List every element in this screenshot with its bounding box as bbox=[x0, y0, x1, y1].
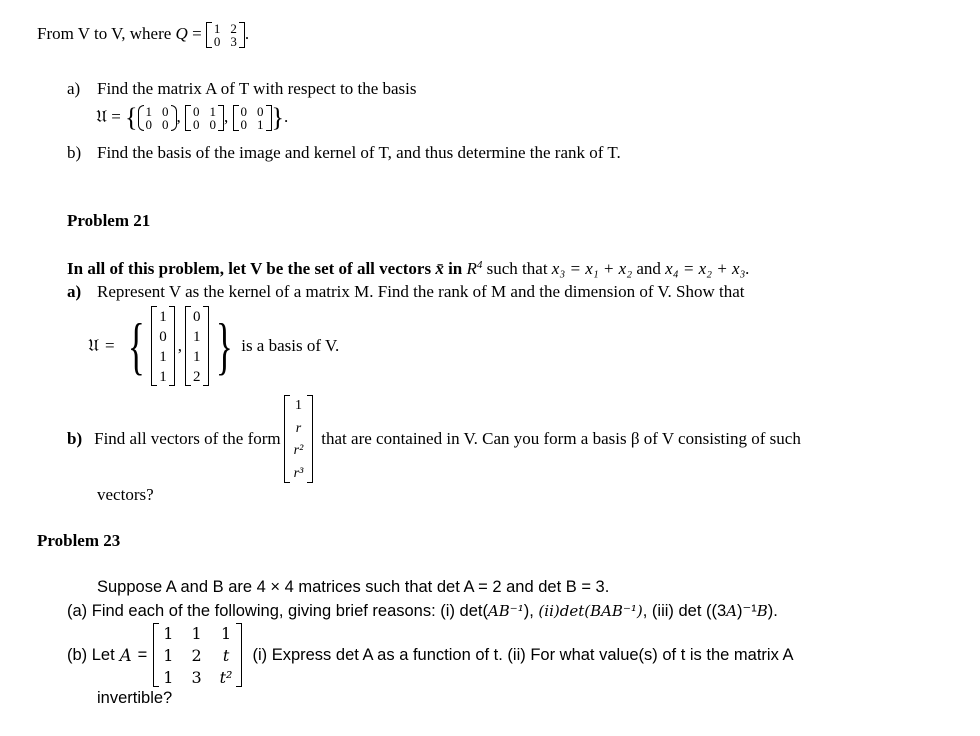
p23-b-line bbox=[67, 622, 794, 688]
vector-entry: 0 bbox=[193, 309, 201, 325]
p23-b-equals: = bbox=[137, 645, 148, 664]
basis-v-symbol: 𝔘 bbox=[88, 336, 99, 356]
basis-matrix-3 bbox=[233, 105, 272, 131]
matrix-cell: 3 bbox=[191, 668, 202, 687]
matrix-cell: 1 bbox=[220, 624, 232, 643]
p21-b-text-3: vectors? bbox=[97, 485, 154, 504]
close-brace: } bbox=[215, 310, 233, 381]
basis-u-line bbox=[96, 103, 288, 133]
close-brace: } bbox=[271, 103, 284, 132]
basis-symbol: 𝔘 bbox=[96, 106, 107, 127]
p21-a-label: a) bbox=[67, 282, 82, 301]
basis-comma: , bbox=[224, 106, 229, 126]
open-brace: { bbox=[127, 310, 145, 381]
matrix-cell: 0 bbox=[145, 117, 153, 132]
p23-line-2-a: (a) Find each of the following, giving brief reasons: (i) det( bbox=[67, 602, 488, 620]
p23-line-2-c: ), bbox=[523, 602, 539, 620]
basis-v-line bbox=[88, 303, 339, 389]
vector-x: x̄ bbox=[435, 259, 444, 278]
basis-vector-2 bbox=[185, 306, 209, 386]
part-a-first-label: a) bbox=[67, 79, 81, 98]
matrix-cell: 0 bbox=[209, 117, 217, 132]
form-vector bbox=[284, 395, 314, 483]
problem-21-title: Problem 21 bbox=[67, 211, 151, 230]
p23-expr-a: A bbox=[726, 602, 738, 620]
matrix-cell: 0 bbox=[257, 104, 264, 119]
matrix-cell: 0 bbox=[162, 104, 169, 119]
intro-line bbox=[37, 22, 249, 48]
p23-expr-bab: (ii)det(BAB⁻¹) bbox=[538, 602, 643, 620]
matrix-cell: 1 bbox=[213, 21, 221, 36]
p23-b-text: (i) Express det A as a function of t. (ii) For what value(s) of t is the matrix A bbox=[252, 645, 794, 664]
matrix-cell: t² bbox=[219, 668, 233, 687]
open-brace: { bbox=[125, 103, 138, 132]
basis-matrix-1 bbox=[138, 105, 177, 131]
vector-entry: r³ bbox=[293, 465, 304, 481]
p23-expr-ab: AB⁻¹ bbox=[487, 602, 524, 620]
equation-2: x₄ = x₂ + x₃. bbox=[665, 259, 750, 278]
matrix-cell: 0 bbox=[240, 117, 248, 132]
matrix-cell: 0 bbox=[240, 104, 248, 119]
intro-prefix: From V to V, where bbox=[37, 23, 172, 43]
matrix-cell: 1 bbox=[209, 104, 217, 119]
matrix-cell: 1 bbox=[163, 668, 174, 687]
vector-entry: 1 bbox=[294, 398, 302, 413]
vector-entry: 2 bbox=[193, 369, 201, 385]
p21-b-text-1: Find all vectors of the form bbox=[94, 429, 281, 448]
q-symbol: Q bbox=[175, 23, 188, 43]
p23-b-text-2: invertible? bbox=[97, 689, 173, 707]
matrix-cell: 0 bbox=[162, 117, 169, 132]
p23-line-2-e: , (iii) det ((3 bbox=[642, 602, 727, 620]
p23-b-a: A bbox=[119, 645, 132, 665]
matrix-cell: 1 bbox=[145, 104, 153, 119]
matrix-cell: 1 bbox=[163, 624, 174, 643]
vector-entry: 1 bbox=[193, 349, 201, 365]
vector-entry: 1 bbox=[159, 369, 167, 385]
matrix-cell: t bbox=[222, 646, 230, 665]
matrix-cell: 1 bbox=[257, 117, 264, 132]
matrix-cell: 1 bbox=[163, 646, 174, 665]
matrix-cell: 1 bbox=[191, 624, 202, 643]
q-matrix bbox=[206, 22, 245, 48]
matrix-cell: 0 bbox=[213, 34, 221, 49]
r4-symbol: $R^4$ bbox=[466, 259, 483, 278]
vector-entry: 1 bbox=[159, 349, 167, 365]
p21-b-line bbox=[67, 394, 801, 484]
basis-v-equals: = bbox=[104, 336, 115, 355]
basis-matrix-2 bbox=[185, 105, 224, 131]
p23-line-2 bbox=[67, 601, 778, 621]
p21-a-text: Represent V as the kernel of a matrix M. Find the rank of M and the dimension of V. Show that bbox=[97, 282, 745, 301]
q-end: . bbox=[244, 23, 250, 43]
part-b-first-text: Find the basis of the image and kernel of T, and thus determine the rank of T. bbox=[97, 143, 621, 162]
basis-end: . bbox=[284, 106, 289, 126]
p23-expr-b: B bbox=[756, 602, 768, 620]
p23-line-1: Suppose A and B are 4 × 4 matrices such that det A = 2 and det B = 3. bbox=[97, 578, 610, 596]
basis-vector-1 bbox=[151, 306, 175, 386]
vector-entry: 1 bbox=[193, 329, 201, 345]
matrix-cell: 0 bbox=[193, 117, 200, 132]
vector-entry: 0 bbox=[159, 329, 167, 345]
vector-entry: r² bbox=[293, 443, 304, 459]
matrix-cell: 0 bbox=[193, 104, 200, 119]
and-word: and bbox=[636, 259, 661, 278]
in-word: in bbox=[448, 259, 463, 278]
p21-b-text-2: that are contained in V. Can you form a basis β of V consisting of such bbox=[321, 429, 801, 448]
p21-b-label: b) bbox=[67, 429, 83, 448]
p23-matrix bbox=[153, 623, 242, 687]
part-b-first-label: b) bbox=[67, 143, 82, 162]
vector-entry: 1 bbox=[159, 309, 167, 325]
p23-line-2-g: )⁻¹ bbox=[737, 602, 757, 620]
matrix-cell: 3 bbox=[230, 34, 237, 49]
matrix-cell: 2 bbox=[191, 646, 202, 665]
statement-bold: In all of this problem, let V be the set of all vectors bbox=[67, 259, 432, 278]
q-equals: = bbox=[192, 23, 202, 43]
vector-entry: r bbox=[295, 420, 302, 436]
basis-v-comma: , bbox=[177, 336, 182, 355]
problem-23-title: Problem 23 bbox=[37, 531, 121, 550]
equation-1: x₃ = x₁ + x₂ bbox=[551, 259, 633, 278]
matrix-cell: 2 bbox=[230, 21, 237, 36]
problem-21-statement bbox=[67, 259, 750, 279]
basis-v-text: is a basis of V. bbox=[241, 336, 340, 355]
basis-equals: = bbox=[111, 106, 121, 126]
such-that: such that bbox=[486, 259, 548, 278]
basis-comma: , bbox=[176, 106, 181, 126]
p23-line-2-i: ). bbox=[767, 602, 778, 620]
p23-b-label: (b) Let bbox=[67, 645, 115, 664]
part-a-first-text: Find the matrix A of T with respect to the basis bbox=[97, 79, 417, 98]
